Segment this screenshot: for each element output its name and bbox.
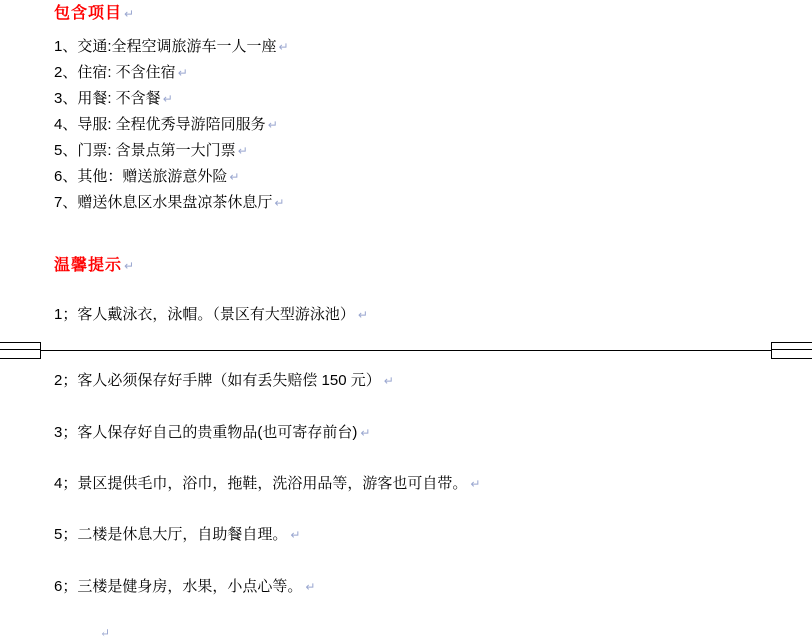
paragraph-mark: ↵: [305, 580, 316, 594]
list-item-text: 6；三楼是健身房，水果，小点心等。: [54, 578, 303, 595]
list-item-text: 4；景区提供毛巾，浴巾，拖鞋，洗浴用品等，游客也可自带。: [54, 475, 468, 492]
page-break-separator: [0, 349, 812, 352]
list-item-text: 5、门票: 含景点第一大门票: [54, 142, 236, 159]
paragraph-mark: ↵: [360, 426, 371, 440]
page-break-corner-right: [771, 342, 812, 359]
list-item-text: 5；二楼是休息大厅，自助餐自理。: [54, 526, 288, 543]
list-item: [54, 63, 188, 83]
list-item-text: 4、导服: 全程优秀导游陪同服务: [54, 116, 266, 133]
list-item: [54, 423, 370, 443]
section-heading-text: 包含项目: [54, 5, 123, 22]
page-break-corner-left: [0, 342, 41, 359]
list-item-text: 6、其他：赠送旅游意外险: [54, 168, 228, 185]
paragraph-mark: ↵: [357, 308, 368, 322]
paragraph-mark: ↵: [177, 66, 188, 80]
paragraph-mark: ↵: [162, 92, 173, 106]
list-item: [54, 167, 239, 187]
list-item-text: 3；客人保存好自己的贵重物品(也可寄存前台): [54, 424, 358, 441]
page-break-rule: [0, 350, 812, 351]
section-heading-text: 温馨提示: [54, 257, 123, 274]
paragraph-mark: ↵: [237, 144, 248, 158]
paragraph-mark: ↵: [470, 477, 481, 491]
list-item-text: 2；客人必须保存好手牌（如有丢失赔偿 150 元）: [54, 372, 381, 389]
list-item: [54, 474, 480, 494]
list-item-text: 2、住宿: 不含住宿: [54, 64, 176, 81]
list-item: [54, 371, 394, 391]
paragraph-mark: ↵: [267, 118, 278, 132]
paragraph-mark: ↵: [274, 196, 285, 210]
list-item: [54, 141, 248, 161]
paragraph-mark: ↵: [278, 40, 289, 54]
list-item-text: 1；客人戴泳衣，泳帽。（景区有大型游泳池）: [54, 306, 355, 323]
list-item: [54, 37, 289, 57]
list-item-text: 3、用餐: 不含餐: [54, 90, 161, 107]
list-item: [54, 305, 368, 325]
section-heading-included-items: [54, 0, 135, 23]
list-item: [54, 525, 300, 545]
list-item: [54, 115, 278, 135]
paragraph-mark: ↵: [383, 374, 394, 388]
list-item: [54, 193, 284, 213]
section-heading-tips: [54, 252, 135, 275]
list-item-text: 1、交通:全程空调旅游车一人一座: [54, 38, 277, 55]
list-item-text: 7、赠送休息区水果盘凉茶休息厅: [54, 194, 273, 211]
list-item: [54, 577, 315, 597]
list-item: [54, 89, 173, 109]
paragraph-mark: ↵: [229, 170, 240, 184]
paragraph-mark: ↵: [124, 7, 136, 21]
paragraph-mark: ↵: [290, 528, 301, 542]
paragraph-mark: ↵: [100, 626, 111, 640]
paragraph-mark: ↵: [124, 259, 136, 273]
